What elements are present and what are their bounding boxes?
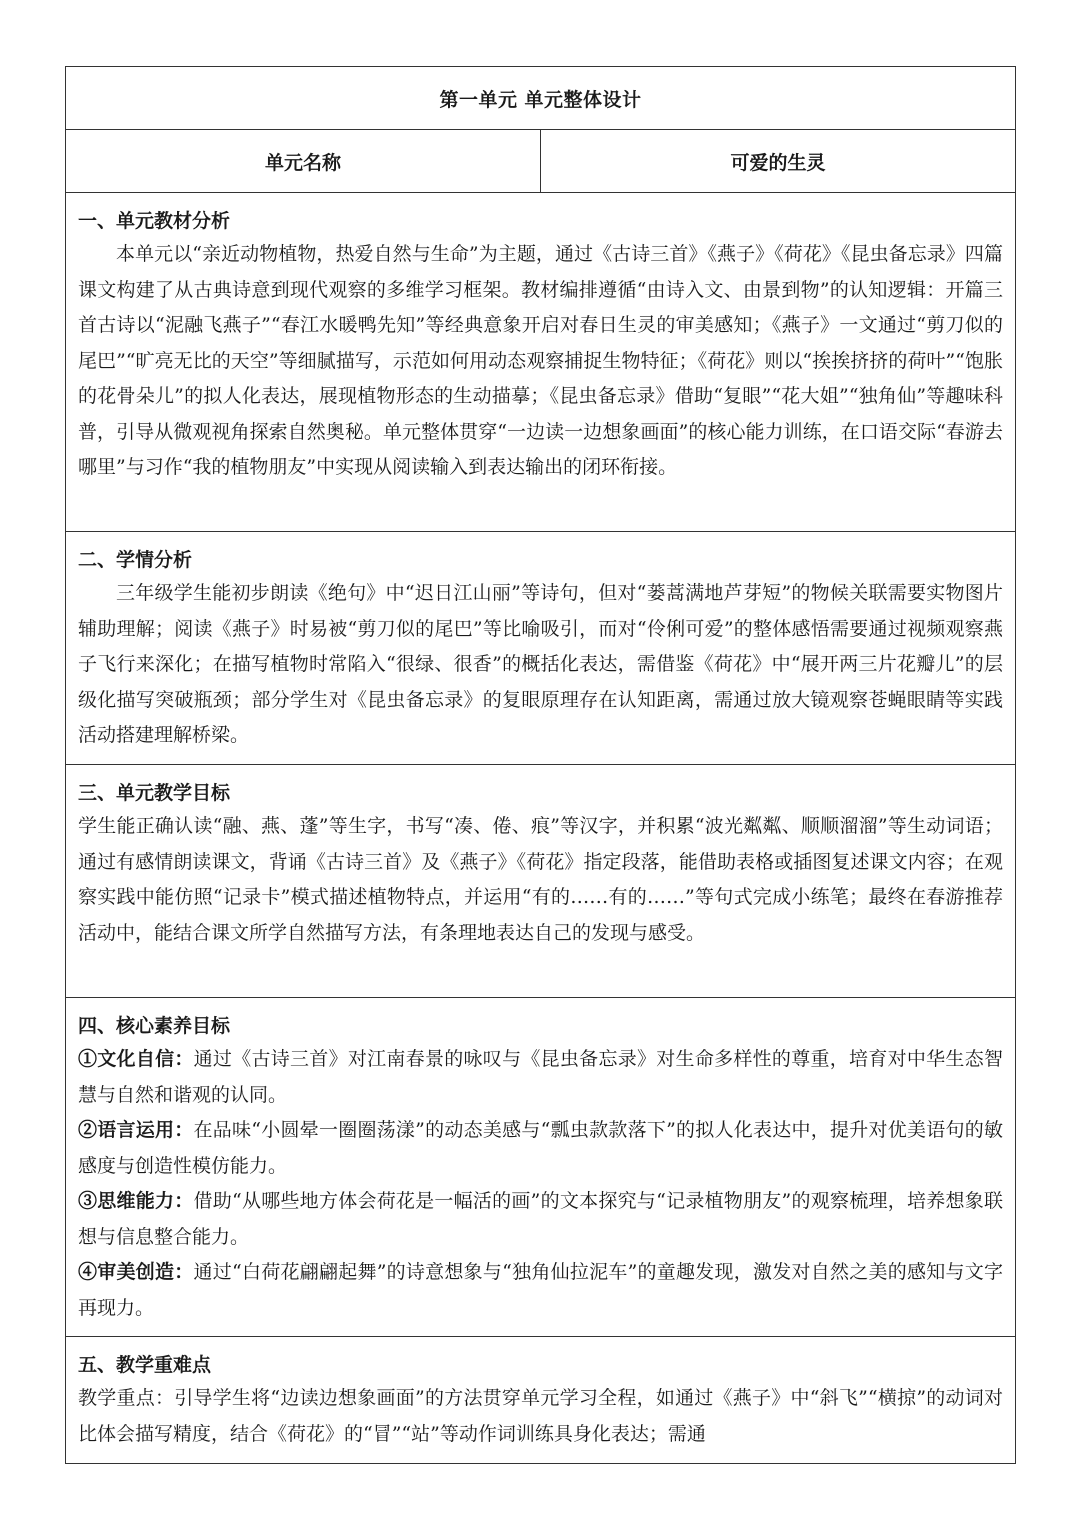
section-heading: 二、学情分析 — [78, 549, 193, 571]
goal-item — [78, 1113, 1003, 1184]
section-student-analysis — [66, 532, 1016, 765]
goal-item — [78, 1184, 1003, 1255]
goal-text: 通过《古诗三首》对江南春景的咏叹与《昆虫备忘录》对生命多样性的尊重，培育对中华生态智慧与自然和谐观的认同。 — [78, 1048, 1003, 1106]
section-body: 教学重点：引导学生将“边读边想象画面”的方法贯穿单元学习全程，如通过《燕子》中“斜飞”“横掠”的动词对比体会描写精度，结合《荷花》的“冒”“站”等动作词训练具身化表达；需通 — [78, 1387, 1003, 1445]
section-material-analysis — [66, 193, 1016, 532]
goal-label: ④审美创造： — [78, 1261, 194, 1283]
section-heading: 四、核心素养目标 — [78, 1015, 231, 1037]
goal-item — [78, 1255, 1003, 1326]
goal-label: ①文化自信： — [78, 1048, 194, 1070]
section-core-literacy-goals — [66, 998, 1016, 1337]
goal-text: 借助“从哪些地方体会荷花是一幅活的画”的文本探究与“记录植物朋友”的观察梳理，培养想象联想与信息整合能力。 — [78, 1190, 1003, 1248]
section-body: 三年级学生能初步朗读《绝句》中“迟日江山丽”等诗句，但对“蒌蒿满地芦芽短”的物候关联需要实物图片辅助理解；阅读《燕子》时易被“剪刀似的尾巴”等比喻吸引，而对“伶俐可爱”的整体感悟需要通过视频观察燕子飞行来深化；在描写植物时常陷入“很绿、很香”的概括化表达，需借鉴《荷花》中“展开两三片花瓣儿”的层级化描写突破瓶颈；部分学生对《昆虫备忘录》的复眼原理存在认知距离，需通过放大镜观察苍蝇眼睛等实践活动搭建理解桥梁。 — [78, 582, 1003, 746]
goal-item — [78, 1042, 1003, 1113]
unit-name-value: 可爱的生灵 — [541, 130, 1016, 193]
goal-text: 在品味“小圆晕一圈圈荡漾”的动态美感与“瓢虫款款落下”的拟人化表达中，提升对优美语句的敏感度与创造性模仿能力。 — [78, 1119, 1003, 1177]
section-heading: 五、教学重难点 — [78, 1354, 212, 1376]
section-key-difficulties — [66, 1337, 1016, 1464]
section-teaching-goals — [66, 765, 1016, 998]
unit-name-label: 单元名称 — [66, 130, 541, 193]
document-title: 第一单元 单元整体设计 — [66, 67, 1016, 130]
goal-label: ③思维能力： — [78, 1190, 194, 1212]
section-body: 本单元以“亲近动物植物，热爱自然与生命”为主题，通过《古诗三首》《燕子》《荷花》《昆虫备忘录》四篇课文构建了从古典诗意到现代观察的多维学习框架。教材编排遵循“由诗入文、由景到物”的认知逻辑：开篇三首古诗以“泥融飞燕子”“春江水暖鸭先知”等经典意象开启对春日生灵的审美感知；《燕子》一文通过“剪刀似的尾巴”“旷亮无比的天空”等细腻描写，示范如何用动态观察捕捉生物特征；《荷花》则以“挨挨挤挤的荷叶”“饱胀的花骨朵儿”的拟人化表达，展现植物形态的生动描摹；《昆虫备忘录》借助“复眼”“花大姐”“独角仙”等趣味科普，引导从微观视角探索自然奥秘。单元整体贯穿“一边读一边想象画面”的核心能力训练，在口语交际“春游去哪里”与习作“我的植物朋友”中实现从阅读输入到表达输出的闭环衔接。 — [78, 243, 1003, 478]
section-body: 学生能正确认读“融、燕、蓬”等生字，书写“凑、倦、痕”等汉字，并积累“波光粼粼、顺顺溜溜”等生动词语；通过有感情朗读课文，背诵《古诗三首》及《燕子》《荷花》指定段落，能借助表格或插图复述课文内容；在观察实践中能仿照“记录卡”模式描述植物特点，并运用“有的……有的……”等句式完成小练笔；最终在春游推荐活动中，能结合课文所学自然描写方法，有条理地表达自己的发现与感受。 — [78, 815, 1003, 944]
section-heading: 三、单元教学目标 — [78, 782, 231, 804]
goal-label: ②语言运用： — [78, 1119, 194, 1141]
section-heading: 一、单元教材分析 — [78, 210, 231, 232]
unit-design-table — [65, 66, 1016, 1464]
goal-text: 通过“白荷花翩翩起舞”的诗意想象与“独角仙拉泥车”的童趣发现，激发对自然之美的感知与文字再现力。 — [78, 1261, 1003, 1319]
